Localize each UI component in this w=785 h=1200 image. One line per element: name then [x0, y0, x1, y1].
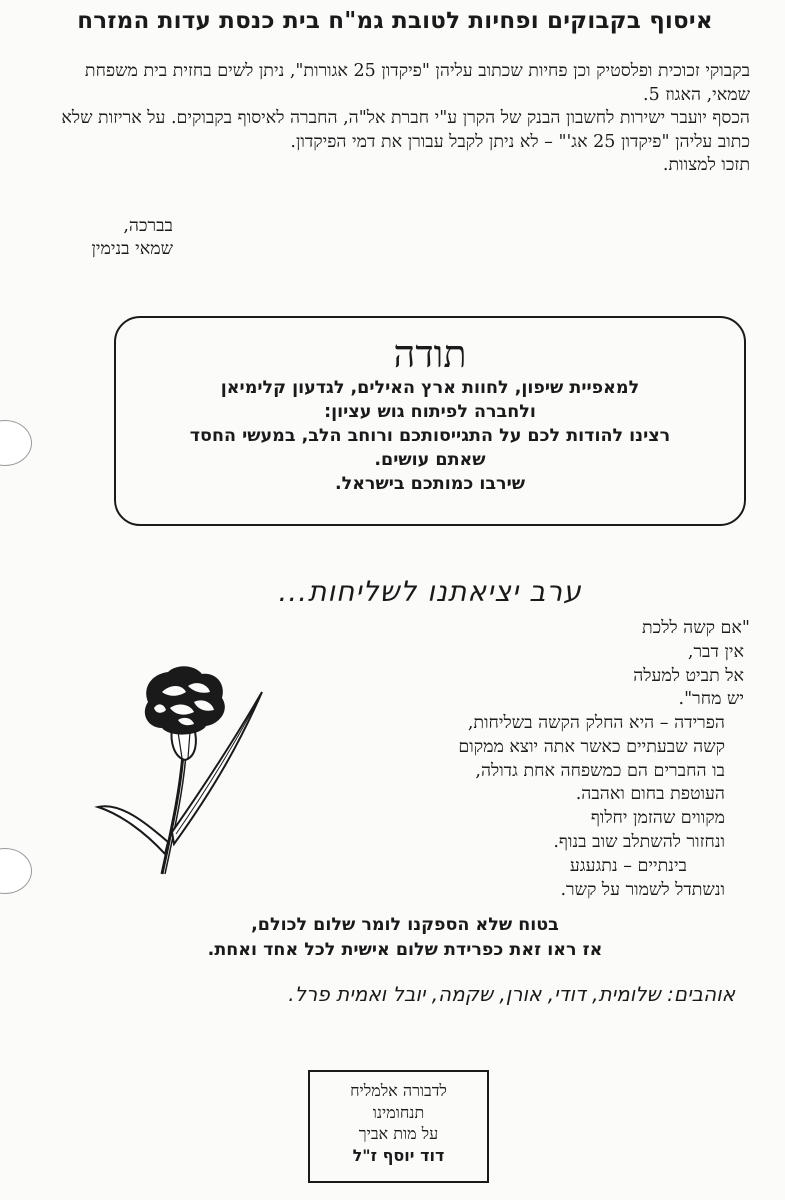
poem-line: הפרידה – היא החלק הקשה בשליחות,	[467, 713, 725, 733]
signoff-greeting: בברכה,	[123, 216, 173, 236]
farewell-title: ערב יציאתנו לשליחות...	[278, 575, 582, 608]
notice-paragraph-2: הכסף יועבר ישירות לחשבון הבנק של הקרן ע"י חברת אל"ה, החברה לאיסוף בקבוקים. על אריזות שלא כתוב עליהן "פיקדון 25 אג'" – לא ניתן לקבל עבורן את דמי הפיקדון.	[61, 108, 750, 152]
carnation-icon	[90, 662, 270, 876]
thanks-box	[114, 316, 746, 526]
poem-line: ונחזור להשתלב שוב בנוף.	[553, 831, 725, 852]
closing-line-1: בטוח שלא הספקנו לומר שלום לכולם,	[251, 915, 559, 935]
quote-line: "אם קשה ללכת	[641, 618, 750, 638]
signoff-name: שמאי בנימין	[91, 239, 173, 259]
condolence-box	[308, 1070, 489, 1183]
condolence-line-2: תנחומינו	[372, 1102, 425, 1122]
poem-line: ונשתדל לשמור על קשר.	[560, 879, 725, 900]
collection-notice	[60, 60, 750, 178]
farewell-poem	[458, 712, 725, 902]
condolence-line-4: דוד יוסף ז"ל	[352, 1145, 445, 1165]
thanks-title: תודה	[393, 332, 467, 376]
poem-line: בינתיים – נתגעגע	[569, 855, 687, 876]
quote-line: אין דבר,	[687, 641, 744, 662]
collection-headline: איסוף בקבוקים ופחיות לטובת גמ"ח בית כנסת עדות המזרח	[77, 8, 713, 34]
quote-line: אל תביט למעלה	[633, 665, 744, 686]
thanks-line-3: רצינו להודות לכם על התגייסותכם ורוחב הלב, במעשי החסד	[189, 426, 671, 446]
poem-line: מקווים שהזמן יחלוף	[590, 808, 725, 829]
thanks-line-1: למאפיית שיפון, לחוות ארץ האילים, לגדעון קלימיאן	[220, 378, 640, 398]
farewell-quote	[633, 617, 750, 712]
notice-paragraph-1: בקבוקי זכוכית ופלסטיק וכן פחיות שכתוב עליהן "פיקדון 25 אגורות", ניתן לשים בחזית בית משפחת שמאי, האגוז 5.	[84, 61, 750, 105]
condolence-line-1: לדבורה אלמליח	[350, 1081, 447, 1100]
thanks-line-2: ולחברה לפיתוח גוש עציון:	[324, 402, 536, 422]
farewell-closing	[95, 913, 715, 963]
thanks-line-4: שאתם עושים.	[374, 450, 486, 470]
poem-line: קשה שבעתיים כאשר אתה יוצא ממקום	[458, 736, 725, 757]
punch-hole-top	[0, 420, 32, 466]
farewell-signers: אוהבים: שלומית, דודי, אורן, שקמה, יובל ואמית פרל.	[288, 982, 735, 1006]
punch-hole-bottom	[0, 848, 32, 894]
condolence-line-3: על מות אביך	[358, 1124, 439, 1143]
poem-line: בו החברים הם כמשפחה אחת גדולה,	[475, 760, 725, 781]
thanks-line-5: שירבו כמותכם בישראל.	[334, 474, 526, 494]
poem-line: העוטפת בחום ואהבה.	[575, 784, 725, 805]
notice-paragraph-3: תזכו למצוות.	[662, 155, 750, 175]
notice-signoff	[33, 215, 173, 261]
quote-line: יש מחר".	[678, 689, 744, 710]
closing-line-2: אז ראו זאת כפרידת שלום אישית לכל אחד ואחת.	[207, 940, 603, 960]
